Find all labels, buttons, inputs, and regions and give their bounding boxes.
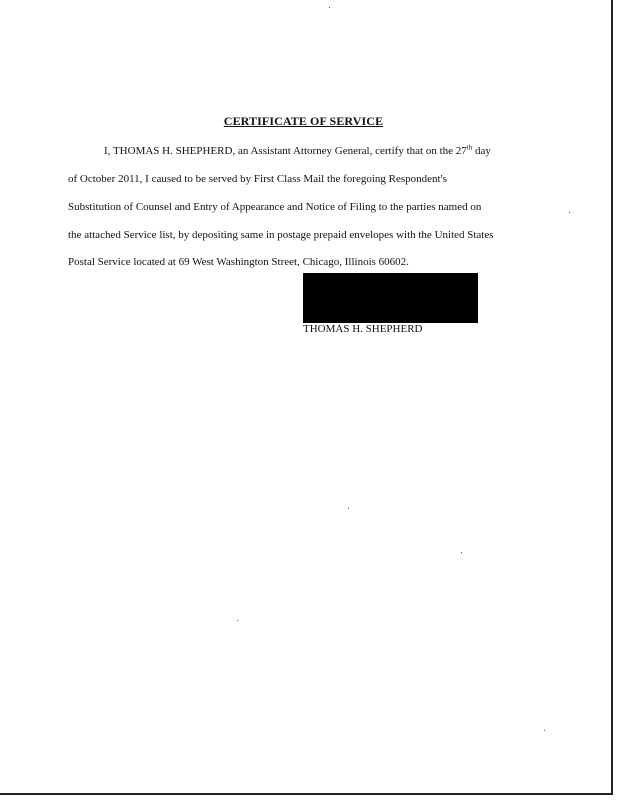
redacted-signature-block xyxy=(303,273,478,323)
paragraph-line-4: the attached Service list, by depositing same in postage prepaid envelopes with the United States xyxy=(68,229,494,241)
scan-speck xyxy=(461,552,462,553)
line-1-end: day xyxy=(472,145,491,157)
paragraph-line-3: Substitution of Counsel and Entry of Appearance and Notice of Filing to the parties named on xyxy=(68,201,482,213)
scan-speck xyxy=(329,7,330,8)
document-title: CERTIFICATE OF SERVICE xyxy=(223,114,384,128)
scan-speck xyxy=(348,508,349,509)
paragraph-line-5: Postal Service located at 69 West Washington Street, Chicago, Illinois 60602. xyxy=(68,256,409,268)
paragraph-line-1 xyxy=(104,144,491,158)
scan-speck xyxy=(569,212,570,213)
line-1-text: I, THOMAS H. SHEPHERD, an Assistant Attorney General, certify that on the 27 xyxy=(104,145,467,157)
signer-name: THOMAS H. SHEPHERD xyxy=(303,323,423,335)
paragraph-line-2: of October 2011, I caused to be served by First Class Mail the foregoing Respondent's xyxy=(68,173,447,185)
day-ordinal-suffix: th xyxy=(466,143,473,152)
scan-speck xyxy=(237,620,238,621)
scan-speck xyxy=(544,730,545,731)
